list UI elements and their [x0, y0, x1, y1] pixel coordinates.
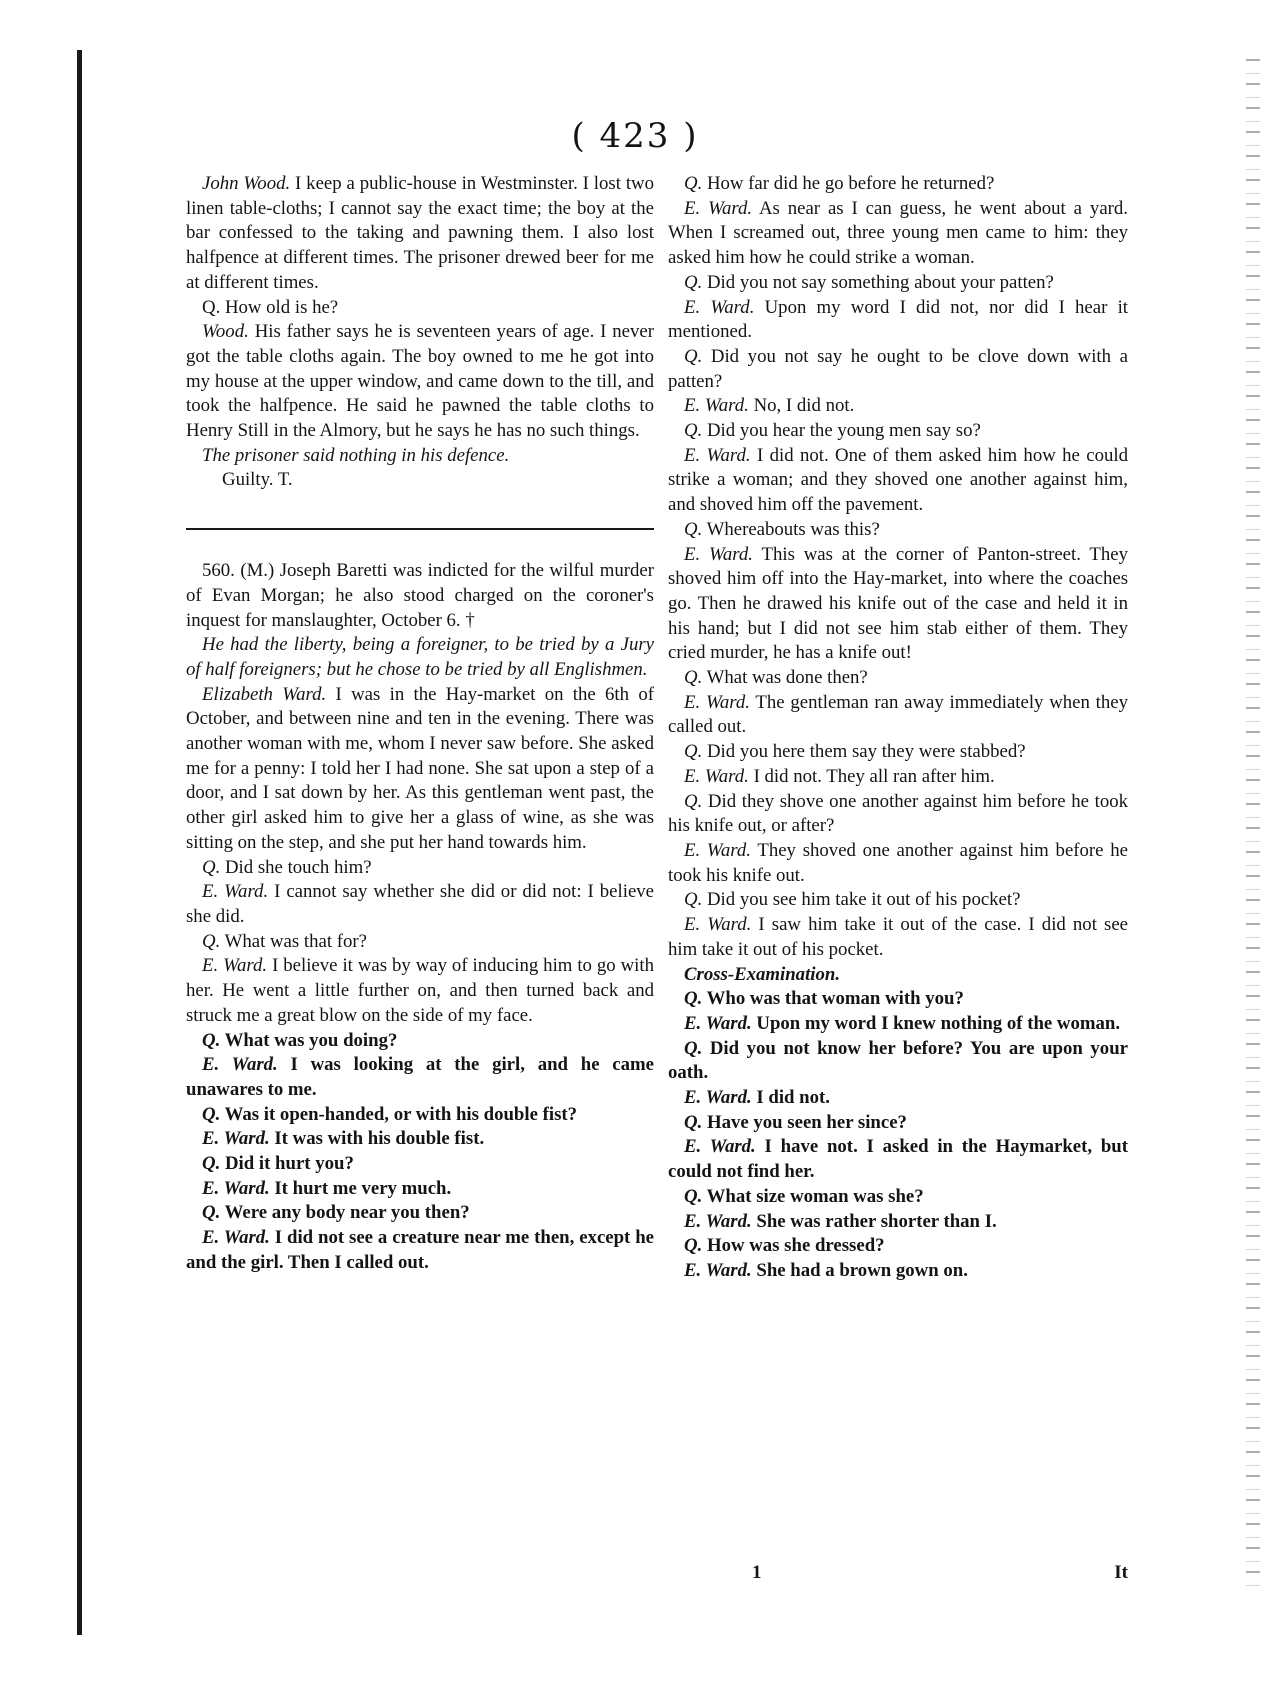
line-text: I did not. One of them asked him how he could strike a woman; and they shoved one another against him, and shoved him off the pavement. — [668, 444, 1128, 516]
answer-line — [668, 1086, 1128, 1111]
line-text: I saw him take it out of the case. I did not see him take it out of his pocket. — [668, 914, 1129, 960]
question-line — [668, 666, 1128, 691]
line-text: Did you not say something about your patten? — [706, 271, 1054, 293]
line-text: Did they shove one another against him before he took his knife out, or after? — [668, 790, 1128, 837]
wood-testimony-2 — [186, 320, 654, 444]
line-text: How far did he go before he returned? — [706, 173, 995, 194]
speaker: E. Ward. — [684, 296, 755, 318]
line-text: Whereabouts was this? — [706, 518, 880, 540]
question-line — [186, 1103, 654, 1128]
speaker: E. Ward. — [684, 839, 751, 861]
speaker: Q. — [684, 518, 703, 540]
question-line — [186, 1152, 654, 1177]
speaker: Q. — [684, 173, 703, 194]
question-line — [668, 1037, 1128, 1086]
speaker: E. Ward. — [684, 1087, 752, 1109]
question-line — [668, 1111, 1128, 1136]
testimony-text: I keep a public-house in Westminster. I lost two linen table-cloths; I cannot say the exact time; the boy at the bar confessed to the taking and pawning them. I also lost halfpence at different times. The prisoner drewed beer for me at different times. — [186, 173, 654, 293]
question-line — [668, 790, 1128, 839]
speaker: E. Ward. — [684, 914, 752, 936]
question-line — [668, 271, 1128, 296]
line-text: What was you doing? — [224, 1029, 398, 1051]
line-text: This was at the corner of Panton-street. They shoved him off into the Hay-market, into where the coaches go. Then he drawed his knife out of the case and held it in his hand; but I did not see him stab either of them. They cried murder, he has a knife out! — [668, 543, 1128, 664]
line-text: She had a brown gown on. — [756, 1259, 968, 1281]
answer-line — [668, 394, 1128, 419]
question-line — [668, 888, 1128, 913]
answer-line — [186, 1177, 654, 1202]
speaker: Wood. — [202, 321, 249, 343]
line-text: Did you see him take it out of his pocket? — [706, 889, 1021, 911]
line-text: I believe it was by way of inducing him to go with her. He went a little further on, and then turned back and struck me a great blow on the side of my face. — [186, 955, 654, 1026]
speaker: Q. — [684, 889, 703, 911]
scan-edge-noise — [1246, 50, 1260, 1590]
line-text: Did you here them say they were stabbed? — [706, 741, 1026, 763]
question-line — [186, 930, 654, 955]
defence-note: The prisoner said nothing in his defence. — [202, 444, 510, 466]
line-text: I was looking at the girl, and he came unawares to me. — [186, 1054, 654, 1100]
speaker: Q. — [684, 790, 703, 812]
answer-line — [668, 1135, 1128, 1184]
line-text: What was that for? — [224, 930, 367, 952]
line-text: Did you not say he ought to be clove down with a patten? — [668, 345, 1128, 392]
speaker: E. Ward. — [202, 1128, 270, 1150]
answer-line — [186, 954, 654, 1028]
line-text: It was with his double fist. — [274, 1128, 485, 1150]
line-text: I did not. They all ran after him. — [753, 765, 995, 787]
line-text: Was it open-handed, or with his double fist? — [224, 1103, 578, 1125]
speaker: Q. — [202, 856, 221, 878]
line-text: As near as I can guess, he went about a yard. When I screamed out, three young men came to him: they asked him how he could strike a woman. — [668, 197, 1128, 269]
speaker: Q. — [202, 930, 221, 952]
line-text: What size woman was she? — [706, 1185, 924, 1207]
ward-testimony-continued — [668, 172, 1128, 963]
line-text: Have you seen her since? — [706, 1111, 907, 1133]
speaker: Q. — [684, 1185, 703, 1207]
question-line — [668, 1185, 1128, 1210]
line-text: I cannot say whether she did or did not: I believe she did. — [186, 881, 655, 927]
question-line — [668, 1234, 1128, 1259]
testimony-text: His father says he is seventeen years of age. I never got the table cloths again. The boy owned to me he got into my house at the upper window, and came down to the till, and took the halfpence. He said he pawned the table cloths to Henry Still in the Almory, but he says he has no such things. — [186, 321, 654, 442]
speaker: Q. — [684, 1111, 703, 1133]
speaker: E. Ward. — [202, 1054, 278, 1076]
speaker: Q. — [202, 1153, 221, 1175]
line-text: Who was that woman with you? — [706, 988, 964, 1010]
line-text: I did not see a creature near me then, except he and the girl. Then I called out. — [186, 1227, 654, 1273]
speaker: Q. — [684, 345, 703, 367]
line-text: Did it hurt you? — [224, 1153, 354, 1175]
case-heading: 560. (M.) Joseph Baretti was indicted for the wilful murder of Evan Morgan; he also stood charged on the coroner's inquest for manslaughter, October 6. † — [186, 560, 654, 631]
answer-line — [668, 543, 1128, 667]
catchword: It — [1114, 1562, 1128, 1583]
speaker: Q. — [202, 1029, 221, 1051]
page-number: ( 423 ) — [571, 116, 699, 156]
line-text: They shoved one another against him before he took his knife out. — [668, 839, 1128, 886]
speaker: E. Ward. — [684, 444, 751, 466]
line-text: Did you hear the young men say so? — [706, 420, 981, 442]
cross-examination — [668, 987, 1128, 1283]
answer-line — [668, 913, 1128, 962]
line-text: Upon my word I did not, nor did I hear it mentioned. — [668, 296, 1129, 343]
question-line — [668, 518, 1128, 543]
answer-line — [668, 296, 1128, 345]
jury-note: He had the liberty, being a foreigner, to be tried by a Jury of half foreigners; but he chose to be tried by all Englishmen. — [186, 634, 654, 680]
speaker: E. Ward. — [202, 1227, 270, 1249]
answer-line — [186, 683, 654, 856]
speaker: Q. — [202, 1103, 221, 1125]
question-line — [668, 987, 1128, 1012]
wood-testimony — [186, 172, 654, 296]
speaker: Q. — [684, 667, 703, 689]
answer-line — [668, 1210, 1128, 1235]
ward-testimony — [186, 683, 654, 1276]
line-text: The gentleman ran away immediately when they called out. — [668, 691, 1129, 738]
speaker: E. Ward. — [202, 955, 268, 977]
question: Q. How old is he? — [202, 296, 339, 318]
answer-line — [668, 765, 1128, 790]
speaker: E. Ward. — [202, 1177, 270, 1199]
question-line — [186, 1029, 654, 1054]
binding-edge — [77, 50, 82, 1635]
question-line — [668, 345, 1128, 394]
question-line — [668, 740, 1128, 765]
question-line — [186, 856, 654, 881]
line-text: Did she touch him? — [224, 856, 372, 878]
speaker: E. Ward. — [684, 543, 753, 565]
line-text: I have not. I asked in the Haymarket, but could not find her. — [668, 1136, 1128, 1183]
speaker: E. Ward. — [684, 691, 750, 713]
line-text: No, I did not. — [753, 395, 855, 417]
cross-examination-heading: Cross-Examination. — [684, 963, 841, 985]
line-text: I did not. — [756, 1087, 830, 1109]
line-text: What was done then? — [706, 667, 868, 689]
answer-line — [186, 880, 654, 929]
speaker: E. Ward. — [684, 1210, 752, 1232]
answer-line — [668, 839, 1128, 888]
speaker: Q. — [202, 1202, 221, 1224]
line-text: I was in the Hay-market on the 6th of October, and between nine and ten in the evening. There was another woman with me, whom I never saw before. She asked me for a penny: I told her I had none. She sat upon a step of a door, and I sat down by her. As this gentleman went past, the other girl asked him to give her a glass of wine, as she was sitting on the step, and she put her hand towards him. — [186, 683, 654, 853]
speaker: Q. — [684, 1037, 703, 1059]
answer-line — [668, 691, 1128, 740]
line-text: It hurt me very much. — [274, 1177, 452, 1199]
speaker: Q. — [684, 988, 703, 1010]
speaker: Q. — [684, 741, 703, 763]
question-line — [186, 1201, 654, 1226]
answer-line — [668, 444, 1128, 518]
speaker: John Wood. — [202, 173, 291, 194]
line-text: How was she dressed? — [706, 1235, 885, 1257]
signature-mark: 1 — [752, 1562, 762, 1583]
right-column — [668, 172, 1128, 1284]
section-divider — [186, 528, 654, 530]
speaker: Elizabeth Ward. — [202, 683, 327, 705]
speaker: E. Ward. — [684, 765, 749, 787]
answer-line — [186, 1053, 654, 1102]
speaker: E. Ward. — [684, 197, 753, 219]
speaker: Q. — [684, 271, 703, 293]
left-column — [186, 172, 654, 1276]
speaker: E. Ward. — [684, 1259, 752, 1281]
answer-line — [668, 197, 1128, 271]
speaker: Q. — [684, 420, 703, 442]
speaker: E. Ward. — [684, 1136, 756, 1158]
line-text: She was rather shorter than I. — [756, 1210, 997, 1232]
line-text: Upon my word I knew nothing of the woman. — [756, 1012, 1121, 1034]
answer-line — [668, 1012, 1128, 1037]
question-line — [668, 419, 1128, 444]
speaker: E. Ward. — [684, 395, 749, 417]
answer-line — [668, 1259, 1128, 1284]
speaker: Q. — [684, 1235, 703, 1257]
speaker: E. Ward. — [202, 881, 269, 903]
line-text: Did you not know her before? You are upon your oath. — [668, 1037, 1128, 1084]
verdict: Guilty. T. — [222, 469, 293, 491]
question-line — [668, 172, 1128, 197]
speaker: E. Ward. — [684, 1012, 752, 1034]
line-text: Were any body near you then? — [224, 1202, 470, 1224]
answer-line — [186, 1127, 654, 1152]
answer-line — [186, 1226, 654, 1275]
